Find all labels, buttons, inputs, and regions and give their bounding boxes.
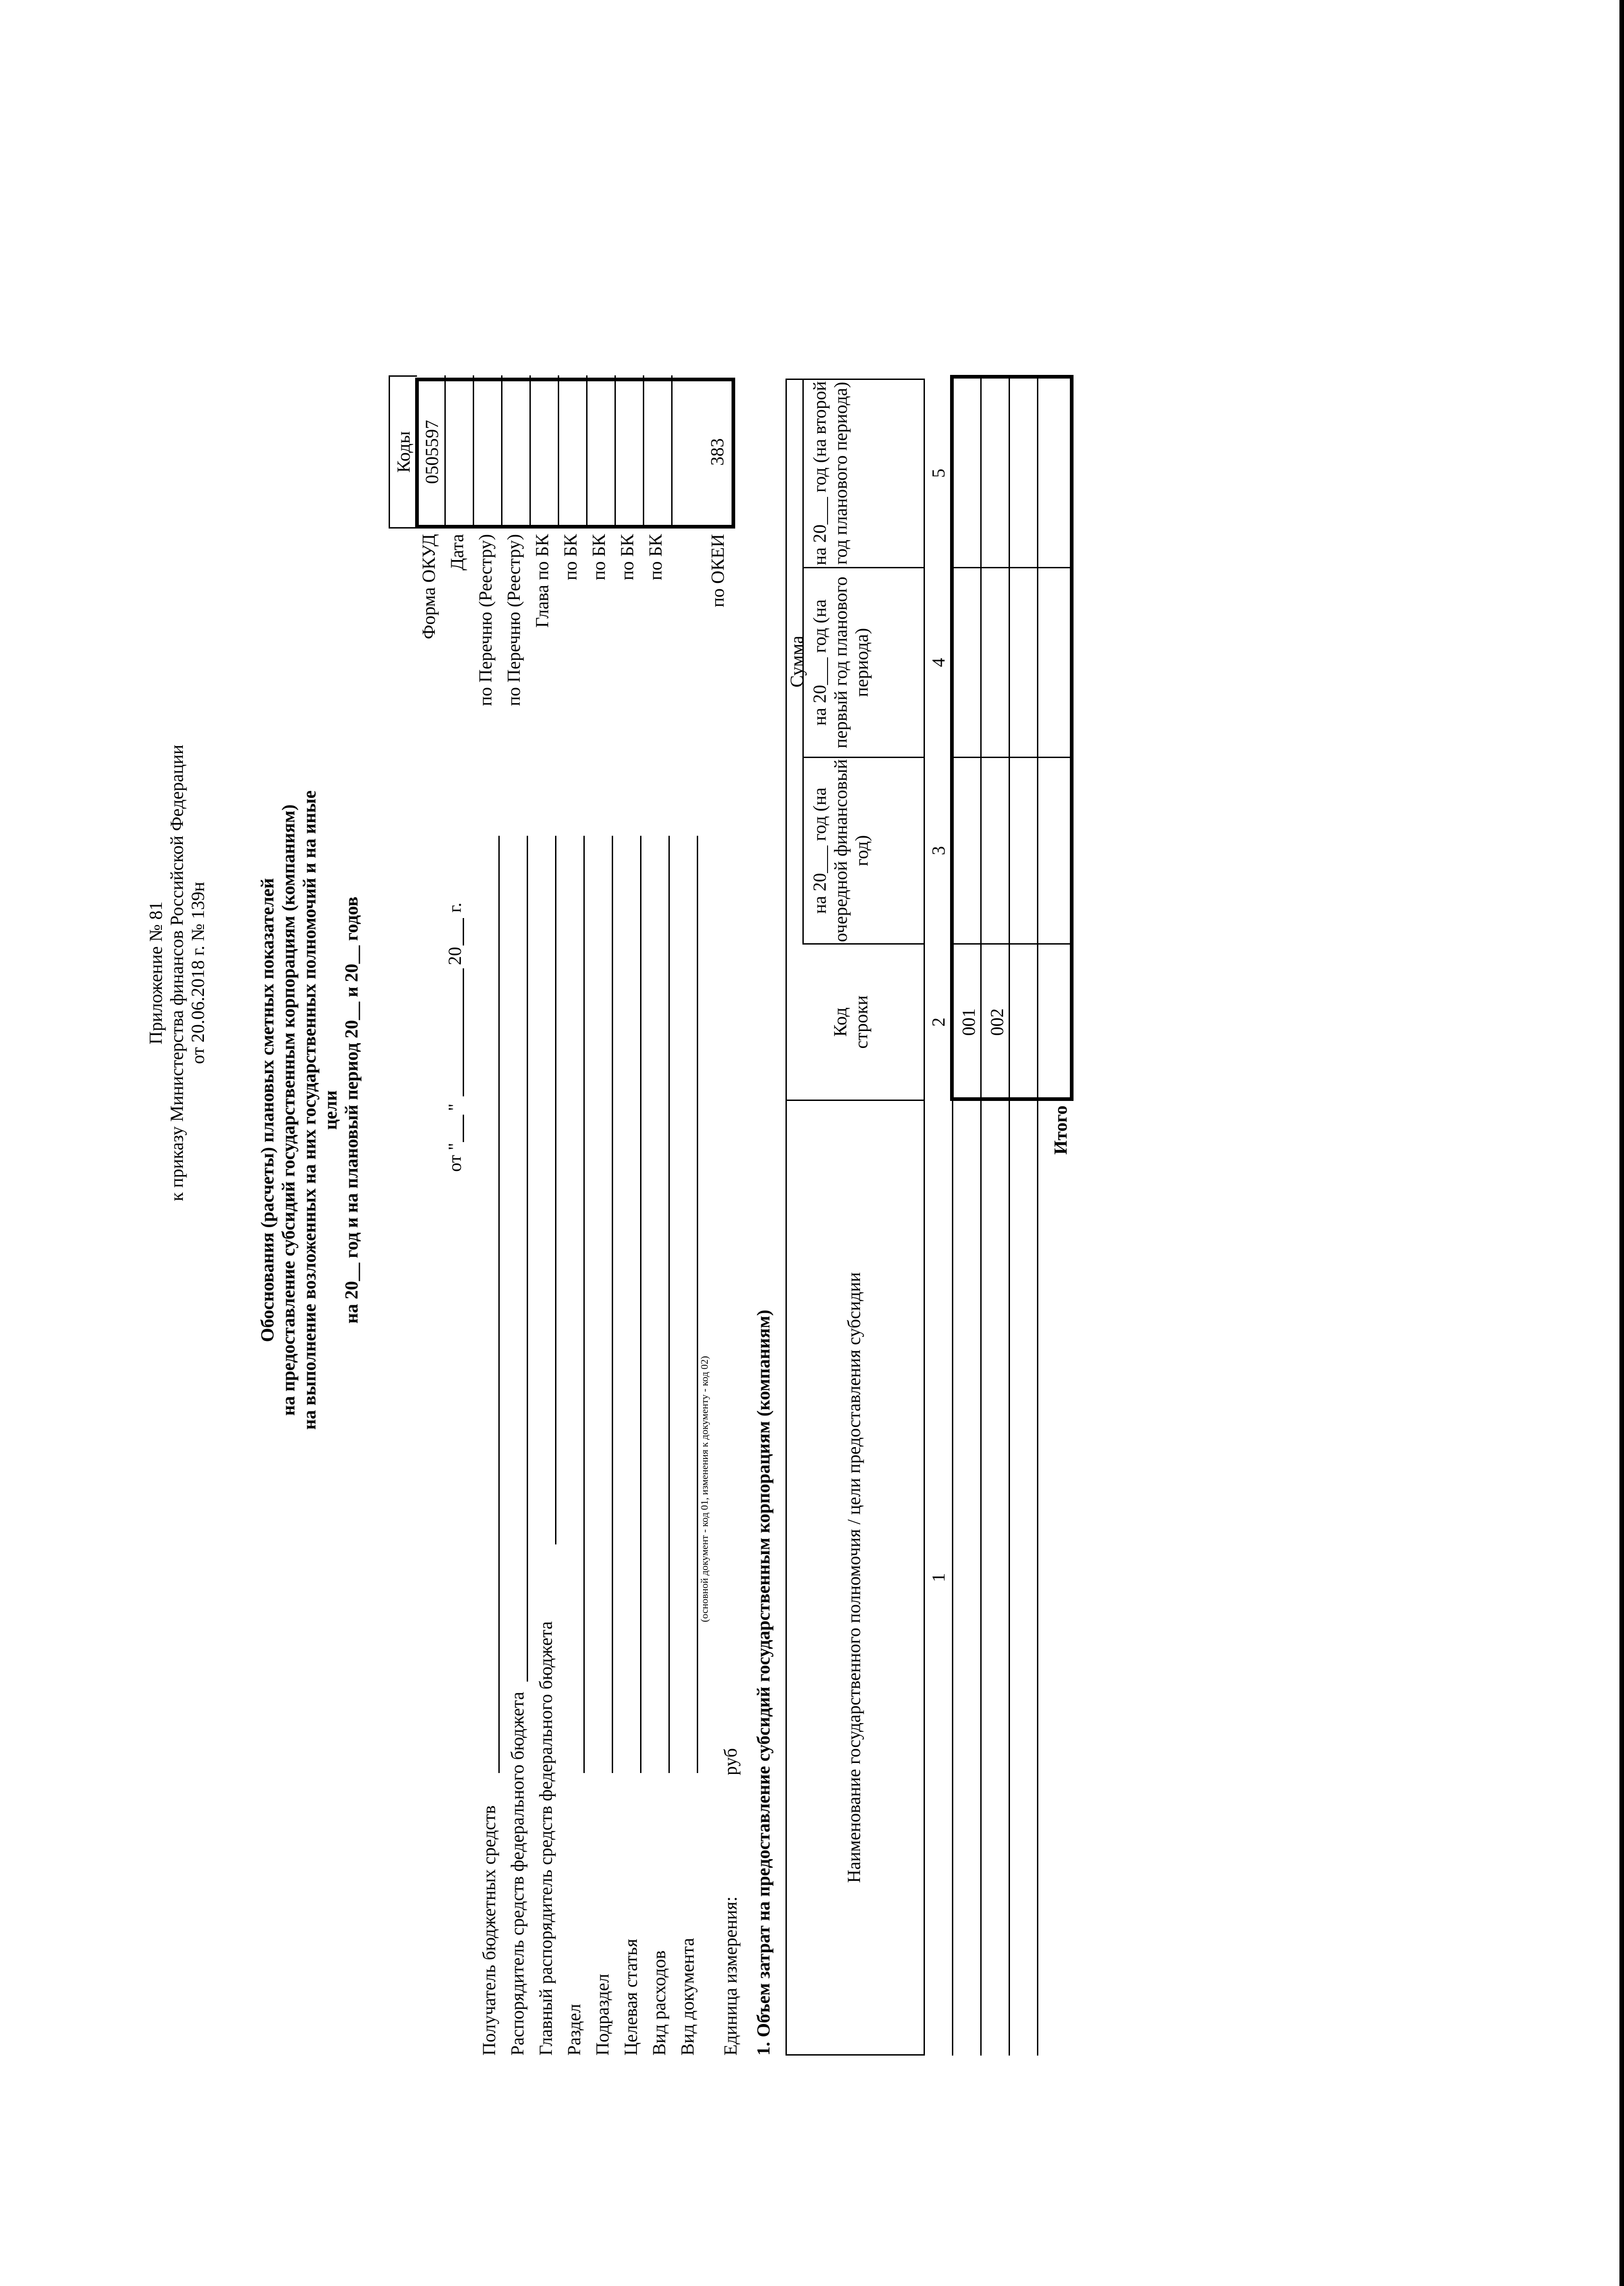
date-suffix: г.	[444, 903, 465, 913]
codes-frame	[415, 378, 735, 529]
codes-label: Форма ОКУД	[418, 534, 439, 640]
col-code-header-line1: Код	[830, 1007, 850, 1037]
document-title	[257, 790, 362, 1430]
codes-row-line	[558, 375, 559, 529]
num-row-top	[924, 379, 925, 2056]
field-label: Подраздел	[592, 1974, 613, 2056]
codes-label: по БК	[588, 534, 609, 581]
codes-header: Коды	[393, 431, 414, 473]
codes-label: по Перечню (Реестру)	[475, 534, 496, 706]
appendix-date: от 20.06.2018 г. № 139н	[187, 881, 208, 1064]
body-top-line-left	[952, 1100, 953, 2056]
codes-row-line	[444, 375, 446, 529]
body-col-line	[952, 757, 1072, 758]
table-left-border	[785, 2054, 924, 2056]
field-line	[612, 836, 613, 1773]
col-year1-header: на 20___ год (на очередной финансовый год)	[809, 759, 872, 942]
field-label: Вид расходов	[649, 1950, 669, 2056]
field-label: Распорядитель средств федерального бюджета	[507, 1692, 528, 2056]
date-quote: "	[444, 1103, 465, 1111]
field-label: Раздел	[564, 2003, 584, 2056]
codes-row-line	[671, 375, 673, 529]
date-year: 20	[444, 947, 465, 965]
codes-label: Дата	[447, 534, 467, 571]
num-cell: 3	[928, 846, 949, 855]
num-cell: 5	[928, 469, 949, 478]
body-col-line	[952, 567, 1072, 568]
field-line	[697, 836, 698, 1773]
codes-label: по ОКЕИ	[707, 534, 728, 608]
codes-header-top	[389, 375, 390, 529]
field-label: Целевая статья	[620, 1939, 641, 2056]
unit-label: Единица измерения:	[720, 1896, 741, 2056]
row-line	[980, 378, 982, 2056]
row-code: 001	[958, 1008, 979, 1036]
col-year3-header: на 20___ год (на второй год планового периода)	[809, 381, 851, 566]
codes-row-line	[529, 375, 531, 529]
unit-value: руб	[720, 1748, 741, 1775]
field-label: Главный распорядитель средств федерального бюджета	[535, 1621, 556, 2056]
appendix-order: к приказу Министерства финансов Российской Федерации	[166, 744, 187, 1202]
title-line-4: на 20__ год и на плановый период 20__ и 20__ годов	[341, 897, 362, 1324]
appendix-number: Приложение № 81	[145, 901, 166, 1045]
codes-label: по БК	[560, 534, 581, 581]
codes-row-line	[501, 375, 502, 529]
col-year2-header: на 20___ год (на первый год планового периода)	[809, 577, 872, 748]
codes-row-line	[473, 375, 474, 529]
codes-label: по БК	[645, 534, 666, 581]
codes-label: по Перечню (Реестру)	[503, 534, 524, 706]
field-label: Вид документа	[677, 1938, 698, 2056]
codes-header-right	[389, 375, 417, 377]
total-label: Итого	[1050, 1106, 1071, 1155]
date-day-blank	[463, 1115, 464, 1142]
row-line	[1037, 378, 1038, 2056]
codes-value-okud: 0505597	[422, 420, 442, 484]
codes-row-line	[586, 375, 588, 529]
field-line	[668, 836, 670, 1773]
field-line	[555, 836, 556, 1544]
row-code: 002	[987, 1008, 1007, 1036]
col-code-header-line2: строки	[851, 995, 871, 1049]
field-line	[527, 836, 528, 1682]
field-line	[583, 836, 585, 1773]
num-cell: 1	[928, 1573, 949, 1582]
codes-row-line	[614, 375, 616, 529]
row-line	[1009, 378, 1010, 2056]
codes-value-okei: 383	[707, 438, 727, 466]
appendix-header	[145, 744, 208, 1202]
num-cell: 2	[928, 1017, 949, 1027]
title-line-1: Обоснования (расчеты) плановых сметных показателей	[257, 878, 278, 1342]
num-cell: 4	[928, 658, 949, 667]
field-line	[640, 836, 641, 1773]
date-year-blank	[463, 918, 464, 945]
field-line	[498, 836, 500, 1773]
date-from: от "	[444, 1143, 465, 1172]
document-type-note: (основной документ - код 01, изменения к документу - код 02)	[699, 1356, 710, 1622]
date-month-blank	[463, 968, 464, 1096]
section-1-title: 1. Объем затрат на предоставление субсидий государственным корпорациям (компаниям)	[753, 1309, 774, 2056]
title-line-3: на выполнение возложенных на них государственных полномочий и на иные цели	[299, 790, 341, 1430]
col-sum-header: Сумма	[786, 636, 807, 688]
field-label: Получатель бюджетных средств	[479, 1805, 499, 2056]
col-divider	[802, 943, 924, 945]
title-line-2: на предоставление субсидий государственным корпорациям (компаниям)	[278, 804, 299, 1416]
body-col-line	[952, 943, 1072, 945]
codes-row-line	[643, 375, 644, 529]
codes-label: Глава по БК	[532, 534, 552, 628]
col-code-header	[830, 945, 872, 1099]
col-name-header: Наименование государственного полномочия / цели предоставления субсидии	[844, 1272, 864, 1883]
codes-label: по БК	[617, 534, 637, 581]
